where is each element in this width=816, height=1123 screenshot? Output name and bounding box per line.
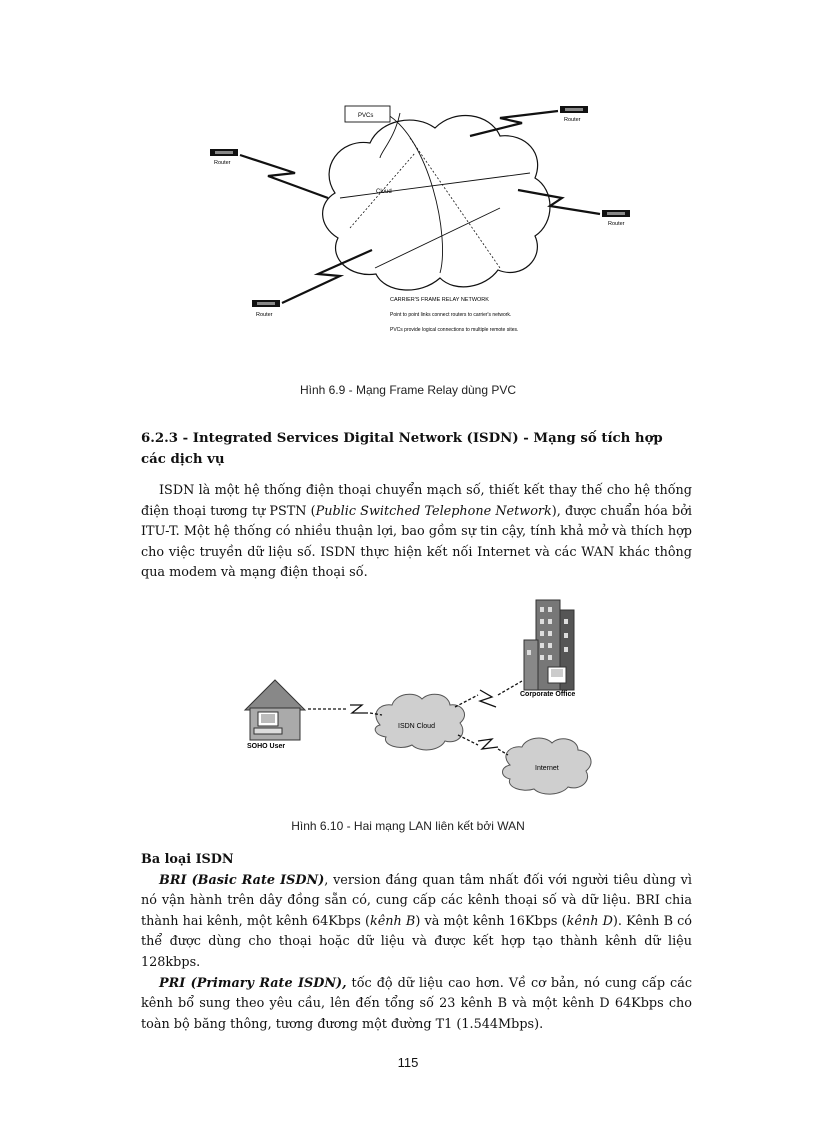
- bri-text-b: ) và một kênh 16Kbps (: [415, 913, 567, 929]
- pri-paragraph: [141, 974, 692, 1036]
- bri-paragraph: [141, 871, 692, 974]
- router-bottom-left-label: Router: [256, 312, 273, 318]
- pri-text: tốc độ dữ liệu cao hơn. Về cơ bản, nó cung cấp các kênh bổ sung theo yêu cầu, lên đến tổng số 23 kênh B và một kênh D 64Kbps cho toàn bộ băng thông, tương đương một đường T1 (1.544Mbps).: [141, 975, 692, 1032]
- d-channel: kênh D: [566, 913, 613, 929]
- router-left-label: Router: [214, 160, 231, 166]
- pvcs-label: PVCs: [358, 113, 374, 119]
- router-right: [602, 210, 630, 227]
- bri-term: BRI (Basic Rate ISDN): [159, 872, 325, 888]
- para1-text-a: ISDN là một hệ thống điện thoại chuyển mạch số, thiết kết thay thế cho hệ thống điện thoại tương tự PSTN (: [141, 483, 692, 519]
- router-left: [210, 149, 238, 166]
- page-number: 115: [397, 1055, 419, 1070]
- soho-label: SOHO User: [247, 743, 286, 750]
- isdn-types-section: [141, 850, 692, 1035]
- corporate-building: [524, 600, 574, 690]
- b-channel: kênh B: [369, 913, 416, 929]
- legend-line2: PVCs provide logical connections to multiple remote sites.: [390, 327, 519, 333]
- bri-text-c: ). Kênh B có thể được dùng cho thoại hoặc dữ liệu và được kết hợp tạo thành kênh dữ liệu 128kbps.: [141, 913, 693, 970]
- pri-term: PRI (Primary Rate ISDN),: [159, 975, 347, 991]
- figure-6-10-caption: Hình 6.10 - Hai mạng LAN liên kết bởi WAN: [291, 819, 525, 833]
- isdn-cloud-label: ISDN Cloud: [398, 723, 435, 730]
- corporate-label: Corporate Office: [520, 691, 576, 698]
- legend-line1: Point to point links connect routers to carrier's network.: [390, 312, 512, 318]
- legend-title: CARRIER'S FRAME RELAY NETWORK: [390, 297, 489, 303]
- router-right-label: Router: [608, 221, 625, 227]
- router-top-right: [560, 106, 588, 123]
- soho-house: [245, 680, 305, 740]
- isdn-figure: [240, 595, 610, 810]
- bri-text-a: , version đáng quan tâm nhất đối với người tiêu dùng vì nó vận hành trên dây đồng sẵn có, cung cấp các kênh thoại số và dữ liệu. BRI chia thành hai kênh, một kênh 64Kbps (: [141, 872, 692, 929]
- types-heading: Ba loại ISDN: [141, 852, 234, 867]
- para1-text-b: ), được chuẩn hóa bởi ITU-T. Một hệ thống có nhiều thuận lợi, bao gồm sự tin cậy, tính khả mở và thích hợp cho việc truyền dữ liệu số. ISDN thực hiện kết nối Internet và các WAN khác thông qua modem và mạng điện thoại số.: [141, 503, 693, 581]
- pstn-expansion: Public Switched Telephone Network: [315, 503, 552, 519]
- router-bottom-left: [252, 300, 280, 318]
- frame-relay-figure: [200, 98, 640, 348]
- cloud-label: Cloud: [376, 189, 392, 195]
- isdn-paragraph: [141, 481, 692, 584]
- figure-6-9-caption: Hình 6.9 - Mạng Frame Relay dùng PVC: [299, 383, 517, 397]
- internet-label: Internet: [535, 765, 559, 772]
- router-top-right-label: Router: [564, 117, 581, 123]
- section-heading: 6.2.3 - Integrated Services Digital Network (ISDN) - Mạng số tích hợp các dịch vụ: [141, 431, 663, 467]
